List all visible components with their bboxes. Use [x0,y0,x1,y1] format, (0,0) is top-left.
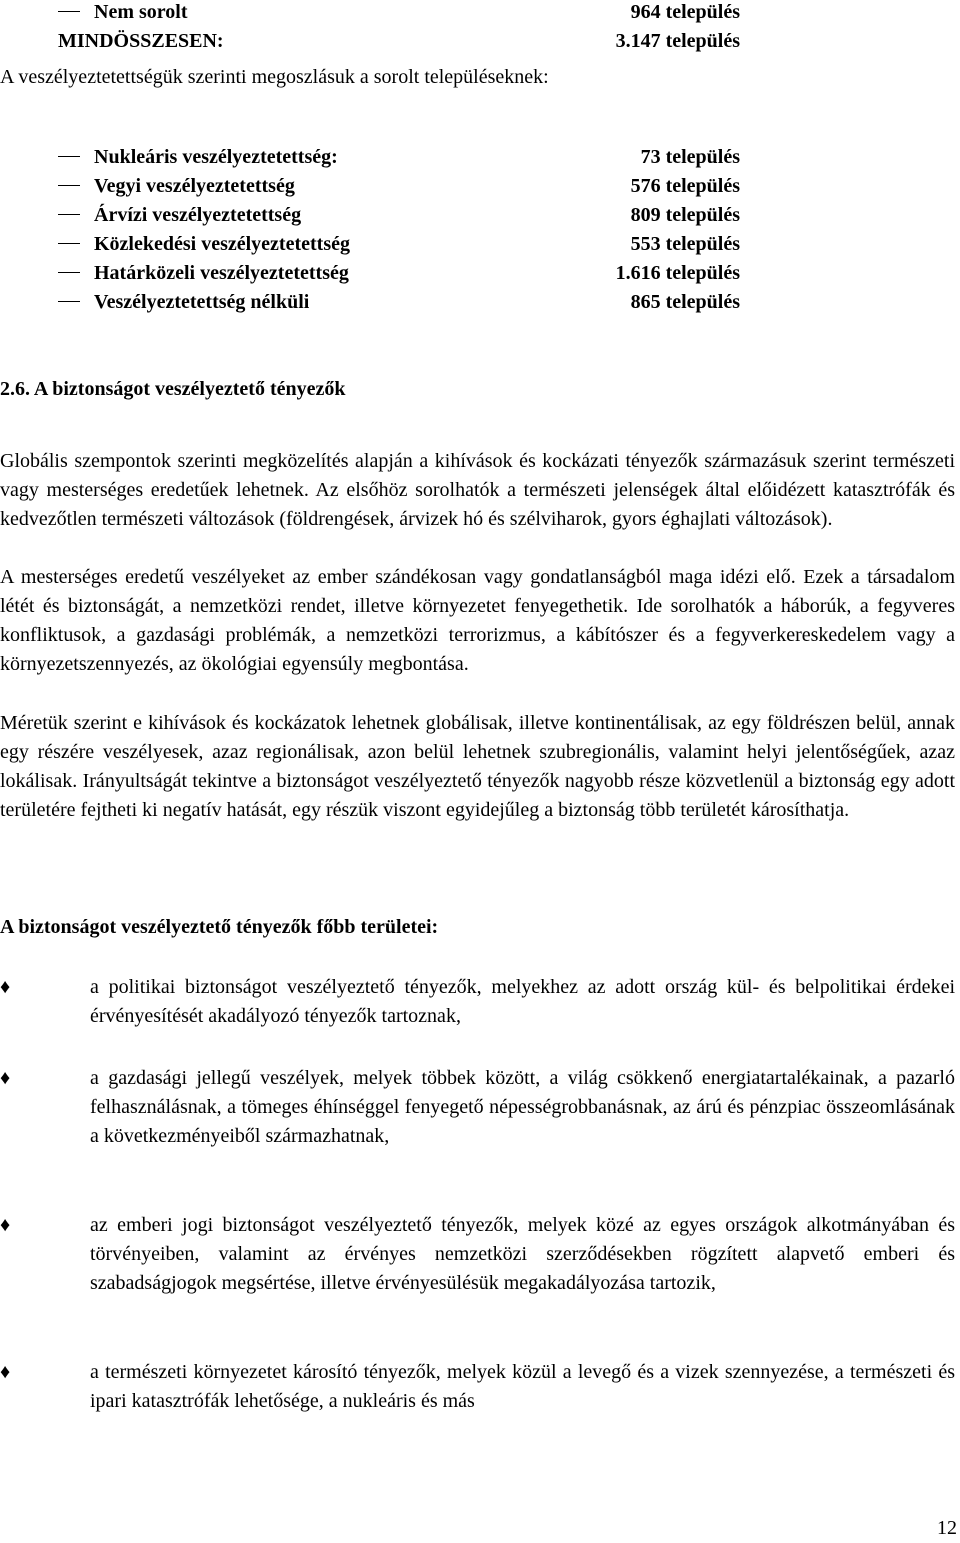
diamond-bullet-icon: ♦ [0,976,11,998]
bullet-item [0,1211,955,1298]
bullet-text: a gazdasági jellegű veszélyek, melyek többek között, a világ csökkenő energiatartalékainak, a pazarló felhasználásnak, a tömeges éhínséggel fenyegető népességrobbanásnak, az árú és pénzpiac összeomlásának a következményeiből származhatnak, [90,1067,955,1147]
risk-item-label: Árvízi veszélyeztetettség [58,201,301,230]
intro-text: A veszélyeztetettségük szerinti megoszlásuk a sorolt településeknek: [0,66,549,88]
diamond-bullet-icon: ♦ [0,1361,11,1383]
risk-item-value: 576 település [630,175,740,197]
diamond-bullet-icon: ♦ [0,1214,11,1236]
section-heading: 2.6. A biztonságot veszélyeztető tényezők [0,378,346,400]
risk-item-label: Nukleáris veszélyeztetettség: [58,143,338,172]
nem-sorolt-value: 964 település [630,1,740,23]
total-label: MINDÖSSZESEN: [58,30,224,52]
bullet-text: a természeti környezetet károsító tényezők, melyek közül a levegő és a vizek szennyezése, a természeti és ipari katasztrófák lehetősége, a nukleáris és más [90,1361,955,1412]
dash-icon [58,301,80,302]
page-number: 12 [937,1517,957,1539]
dash-icon [58,272,80,273]
risk-item-label: Közlekedési veszélyeztetettség [58,230,350,259]
risk-item-label: Veszélyeztetettség nélküli [58,288,309,317]
bullet-item [0,973,955,1031]
risk-item-label: Határközeli veszélyeztetettség [58,259,349,288]
bullet-item [0,1358,955,1416]
bullet-text: a politikai biztonságot veszélyeztető tényezők, melyekhez az adott ország kül- és belpolitikai érdekei érvényesítését akadályozó tényezők tartoznak, [90,976,955,1027]
nem-sorolt-label: Nem sorolt [94,1,188,23]
paragraph: A mesterséges eredetű veszélyeket az ember szándékosan vagy gondatlanságból maga idézi elő. Ezek a társadalom létét és biztonságát, a nemzetközi rendet, illetve környezetet fenyegethetik. Ide sorolhatók a háborúk, a fegyveres konfliktusok, a gazdasági problémák, a nemzetközi terrorizmus, a kábítószer és a fegyverkereskedelem vagy a környezetszennyezés, az ökológiai egyensúly megbontása. [0,566,955,675]
risk-item-label: Vegyi veszélyeztetettség [58,172,295,201]
sub-heading: A biztonságot veszélyeztető tényezők főbb területei: [0,916,439,938]
summary-row-nem-sorolt [58,0,188,27]
dash-icon [58,185,80,186]
risk-item-value: 809 település [630,204,740,226]
diamond-bullet-icon: ♦ [0,1067,11,1089]
total-value: 3.147 település [615,30,740,52]
dash-icon [58,214,80,215]
risk-item-value: 553 település [630,233,740,255]
paragraph: Méretük szerint e kihívások és kockázatok lehetnek globálisak, illetve kontinentálisak, az egy földrészen belül, annak egy részére veszélyesek, azaz regionálisak, azon belül lehetnek szubregionális, valamint helyi jelentőségűek, azaz lokálisak. Irányultságát tekintve a biztonságot veszélyeztető tényezők nagyobb része közvetlenül a biztonság egy adott területére fejtheti ki negatív hatását, egy részük viszont egyidejűleg a biztonság több területét károsíthatja. [0,712,955,821]
paragraph: Globális szempontok szerinti megközelítés alapján a kihívások és kockázati tényezők származásuk szerint természeti vagy mesterséges eredetűek lehetnek. Az elsőhöz sorolhatók a természeti jelenségek által előidézett katasztrófák és kedvezőtlen természeti változások (földrengések, árvizek hó és szélviharok, gyors éghajlati változások). [0,450,955,530]
dash-icon [58,11,80,12]
risk-item-value: 1.616 település [615,262,740,284]
bullet-item [0,1064,955,1151]
risk-item-value: 865 település [630,291,740,313]
dash-icon [58,243,80,244]
risk-item-value: 73 település [640,146,740,168]
dash-icon [58,156,80,157]
bullet-text: az emberi jogi biztonságot veszélyeztető tényezők, melyek közé az egyes országok alkotmányában és törvényeiben, valamint az érvényes nemzetközi szerződésekben rögzített alapvető emberi és szabadságjogok megsértése, illetve érvényesülésük megakadályozása tartozik, [90,1214,955,1294]
